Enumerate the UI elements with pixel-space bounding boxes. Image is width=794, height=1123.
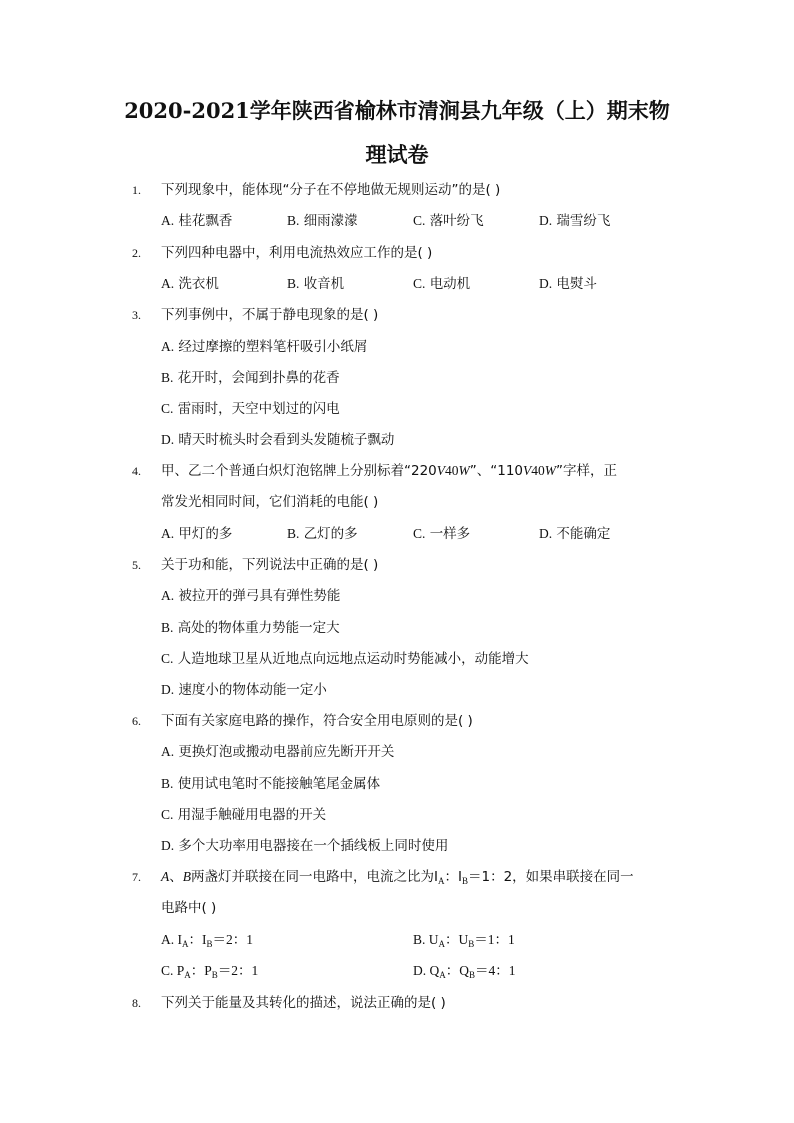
option-letter: B. — [287, 276, 300, 291]
option-letter: A. — [161, 276, 175, 291]
question-text — [161, 867, 634, 891]
option-b — [287, 524, 358, 544]
subscript: A — [437, 876, 445, 886]
option-letter: D. — [539, 526, 553, 541]
option-d — [161, 836, 448, 856]
option-a — [161, 274, 219, 294]
option-d — [413, 961, 516, 985]
option-letter: C. — [161, 963, 174, 978]
unit-watt: W — [544, 463, 557, 478]
option-letter: B. — [287, 526, 300, 541]
text-part: 、 — [169, 869, 183, 885]
option-letter: B. — [161, 620, 174, 635]
option-a — [161, 742, 394, 762]
option-a — [161, 337, 367, 357]
option-text: 多个大功率用电器接在一个插线板上同时使用 — [178, 838, 449, 854]
question-text: 下列关于能量及其转化的描述，说法正确的是( ) — [161, 995, 446, 1011]
lamp-b-symbol: B — [182, 869, 191, 884]
lamp-a-symbol: A — [161, 869, 170, 884]
option-text: $I_A$：$I_B=2$：1 — [177, 932, 254, 949]
option-c — [161, 399, 340, 419]
question-number: 4. — [132, 464, 141, 478]
text-part: ”、“110 — [469, 463, 524, 479]
option-letter: D. — [539, 276, 553, 291]
option-text: 乙灯的多 — [303, 526, 358, 542]
option-text: 瑞雪纷飞 — [556, 213, 611, 229]
option-letter: B. — [161, 370, 174, 385]
option-letter: A. — [161, 213, 175, 228]
exam-title-line1: 2020-2021学年陕西省榆林市清涧县九年级（上）期末物 — [124, 98, 670, 123]
option-text: 高处的物体重力势能一定大 — [177, 620, 340, 636]
option-letter: A. — [161, 744, 175, 759]
option-letter: A. — [161, 526, 175, 541]
option-text: 电动机 — [429, 276, 471, 292]
option-letter: C. — [413, 276, 426, 291]
question-number: 2. — [132, 246, 141, 260]
text-part: ＝1：2，如果串联接在同一 — [467, 869, 634, 885]
question-text: 下列事例中，不属于静电现象的是( ) — [161, 307, 379, 323]
option-letter: C. — [413, 213, 426, 228]
option-letter: C. — [161, 401, 174, 416]
option-text: 花开时，会闻到扑鼻的花香 — [177, 370, 340, 386]
option-c — [161, 961, 258, 985]
option-letter: B. — [413, 932, 426, 947]
option-text: 不能确定 — [556, 526, 611, 542]
question-text-continued: 电路中( ) — [161, 900, 217, 916]
option-letter: A. — [161, 932, 175, 947]
option-text: 雷雨时，天空中划过的闪电 — [177, 401, 340, 417]
option-c — [413, 211, 484, 231]
unit-volt: V — [523, 463, 532, 478]
option-text: 桂花飘香 — [178, 213, 233, 229]
option-text: $U_A$：$U_B=1$：1 — [428, 932, 515, 949]
text-part: ”字样，正 — [556, 463, 618, 479]
option-d — [539, 274, 597, 294]
unit-volt: V — [436, 463, 446, 478]
option-b — [287, 211, 358, 231]
option-b — [161, 774, 380, 794]
option-d — [539, 524, 610, 544]
option-a — [161, 930, 253, 954]
option-c — [413, 274, 470, 294]
option-text: 甲灯的多 — [178, 526, 233, 542]
question-number: 7. — [132, 870, 141, 884]
option-d — [161, 680, 327, 700]
option-text: 速度小的物体动能一定小 — [178, 682, 327, 698]
question-text — [161, 461, 617, 481]
option-b — [161, 368, 340, 388]
option-letter: D. — [161, 682, 175, 697]
text-part: ：I — [444, 869, 462, 885]
option-text: 细雨濛濛 — [303, 213, 358, 229]
option-b — [161, 618, 340, 638]
option-a — [161, 586, 340, 606]
option-d — [539, 211, 610, 231]
option-letter: C. — [161, 807, 174, 822]
option-text: $P_A$：$P_B=2$：1 — [176, 963, 259, 980]
option-letter: C. — [161, 651, 174, 666]
option-letter: A. — [161, 339, 175, 354]
text-part: 甲、乙二个普通白炽灯泡铭牌上分别标着“220 — [161, 463, 437, 479]
text-part: 两盏灯并联接在同一电路中，电流之比为I — [191, 869, 438, 885]
question-text: 下列四种电器中，利用电流热效应工作的是( ) — [161, 245, 433, 261]
option-c — [161, 649, 529, 669]
question-number: 3. — [132, 308, 141, 322]
option-text: 用湿手触碰用电器的开关 — [177, 807, 327, 823]
option-c — [161, 805, 326, 825]
option-text: 洗衣机 — [178, 276, 219, 292]
option-text: 一样多 — [429, 526, 471, 542]
option-text: 晴天时梳头时会看到头发随梳子飘动 — [178, 432, 395, 448]
question-text: 下面有关家庭电路的操作，符合安全用电原则的是( ) — [161, 713, 473, 729]
option-text: 电熨斗 — [556, 276, 597, 292]
question-number: 8. — [132, 996, 141, 1010]
subscript: B — [461, 876, 468, 886]
option-letter: D. — [539, 213, 553, 228]
option-text: $Q_A$：$Q_B=4$：1 — [429, 963, 516, 980]
option-c — [413, 524, 470, 544]
option-letter: C. — [413, 526, 426, 541]
exam-title-line2: 理试卷 — [365, 142, 429, 167]
question-text-continued: 常发光相同时间，它们消耗的电能( ) — [161, 494, 379, 510]
unit-watt: W — [458, 463, 470, 478]
option-letter: B. — [287, 213, 300, 228]
option-a — [161, 524, 232, 544]
question-text: 关于功和能，下列说法中正确的是( ) — [161, 557, 379, 573]
option-letter: D. — [161, 432, 175, 447]
option-text: 更换灯泡或搬动电器前应先断开开关 — [178, 744, 395, 760]
text-part: 40 — [445, 463, 459, 478]
option-d — [161, 430, 394, 450]
option-text: 被拉开的弹弓具有弹性势能 — [178, 588, 341, 604]
option-letter: A. — [161, 588, 175, 603]
option-text: 落叶纷飞 — [429, 213, 484, 229]
option-text: 人造地球卫星从近地点向远地点运动时势能减小，动能增大 — [177, 651, 529, 667]
question-number: 5. — [132, 558, 141, 572]
option-b — [287, 274, 344, 294]
option-letter: D. — [161, 838, 175, 853]
question-number: 1. — [132, 183, 141, 197]
option-letter: D. — [413, 963, 427, 978]
question-text: 下列现象中，能体现“分子在不停地做无规则运动”的是( ) — [161, 182, 501, 198]
question-number: 6. — [132, 714, 141, 728]
option-text: 经过摩擦的塑料笔杆吸引小纸屑 — [178, 339, 368, 355]
option-text: 收音机 — [303, 276, 345, 292]
option-letter: B. — [161, 776, 174, 791]
option-a — [161, 211, 232, 231]
option-b — [413, 930, 515, 954]
text-part: 40 — [531, 463, 545, 478]
option-text: 使用试电笔时不能接触笔尾金属体 — [177, 776, 381, 792]
